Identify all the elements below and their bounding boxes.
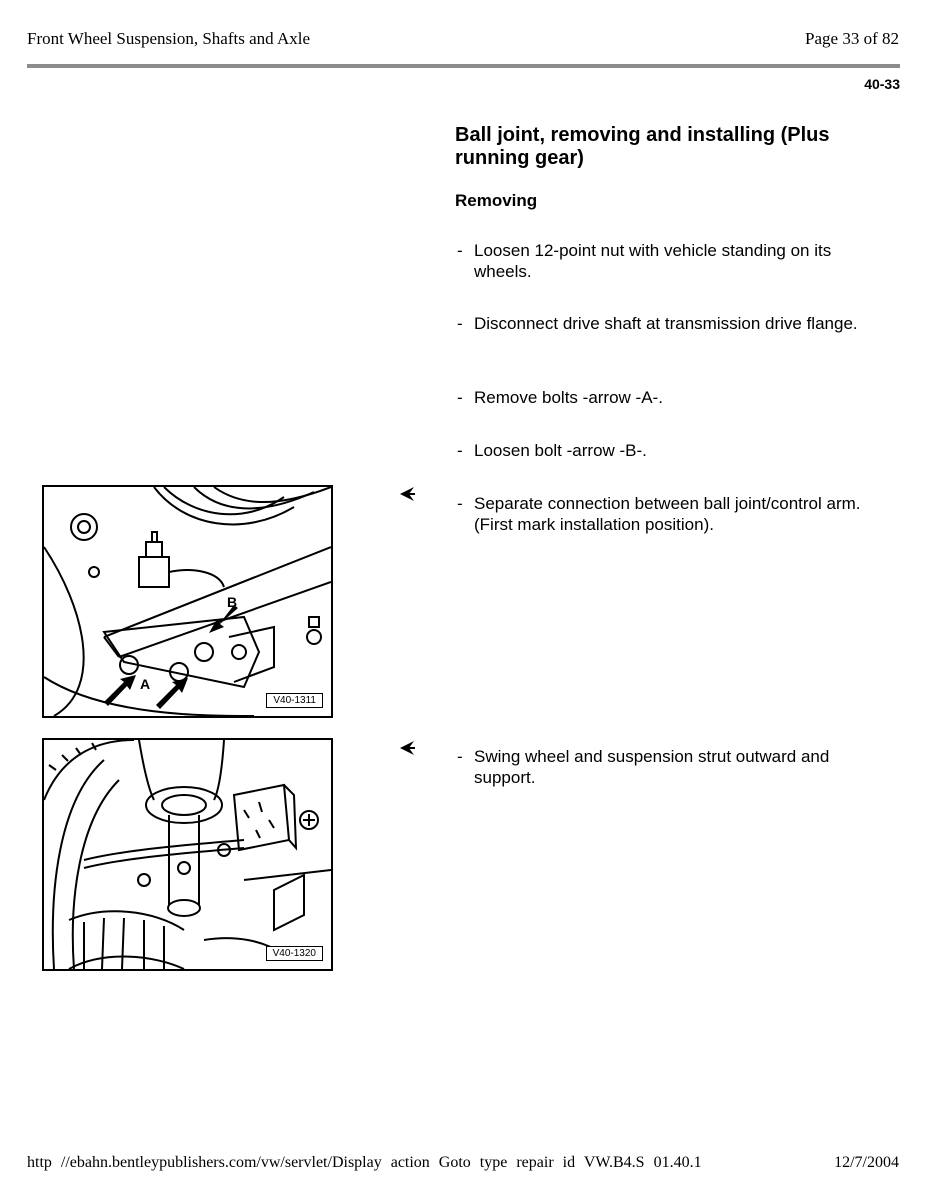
figure-swing-wheel <box>42 738 333 971</box>
header-divider <box>27 64 900 68</box>
ball-joint-illustration <box>44 487 331 716</box>
step-text: Swing wheel and suspension strut outward and support. <box>474 747 830 787</box>
subheading-removing: Removing <box>455 191 538 210</box>
pointer-arrow-icon <box>398 486 416 502</box>
step-dash: - <box>457 494 463 513</box>
step-3 <box>457 387 877 408</box>
step-text: Separate connection between ball joint/control arm. (First mark installation position). <box>474 494 861 534</box>
figure-code: V40-1320 <box>266 946 323 961</box>
step-text: Remove bolts -arrow -A-. <box>474 388 663 407</box>
step-5 <box>457 493 877 535</box>
step-6 <box>457 746 877 788</box>
document-header-title: Front Wheel Suspension, Shafts and Axle <box>27 29 310 48</box>
page-code: 40-33 <box>864 76 900 92</box>
footer-date: 12/7/2004 <box>834 1154 899 1171</box>
figure-code: V40-1311 <box>266 693 323 708</box>
step-text: Disconnect drive shaft at transmission drive flange. <box>474 314 858 333</box>
step-dash: - <box>457 314 463 333</box>
arrow-label-a: A <box>140 676 151 692</box>
figure-ball-joint-bolts <box>42 485 333 718</box>
page-counter: Page 33 of 82 <box>805 29 899 48</box>
step-4 <box>457 440 877 461</box>
step-dash: - <box>457 241 463 260</box>
step-dash: - <box>457 747 463 766</box>
step-dash: - <box>457 388 463 407</box>
step-2 <box>457 313 877 334</box>
section-title: Ball joint, removing and installing (Plus running gear) <box>455 124 830 169</box>
arrow-label-b: B <box>227 594 238 610</box>
step-text: Loosen 12-point nut with vehicle standing on its wheels. <box>474 241 832 281</box>
suspension-strut-illustration <box>44 740 331 969</box>
step-text: Loosen bolt -arrow -B-. <box>474 441 647 460</box>
footer-url: http //ebahn.bentleypublishers.com/vw/servlet/Display action Goto type repair id VW.B4.S 01.40.1 <box>27 1154 702 1171</box>
step-1 <box>457 240 877 282</box>
step-dash: - <box>457 441 463 460</box>
pointer-arrow-icon <box>398 740 416 756</box>
